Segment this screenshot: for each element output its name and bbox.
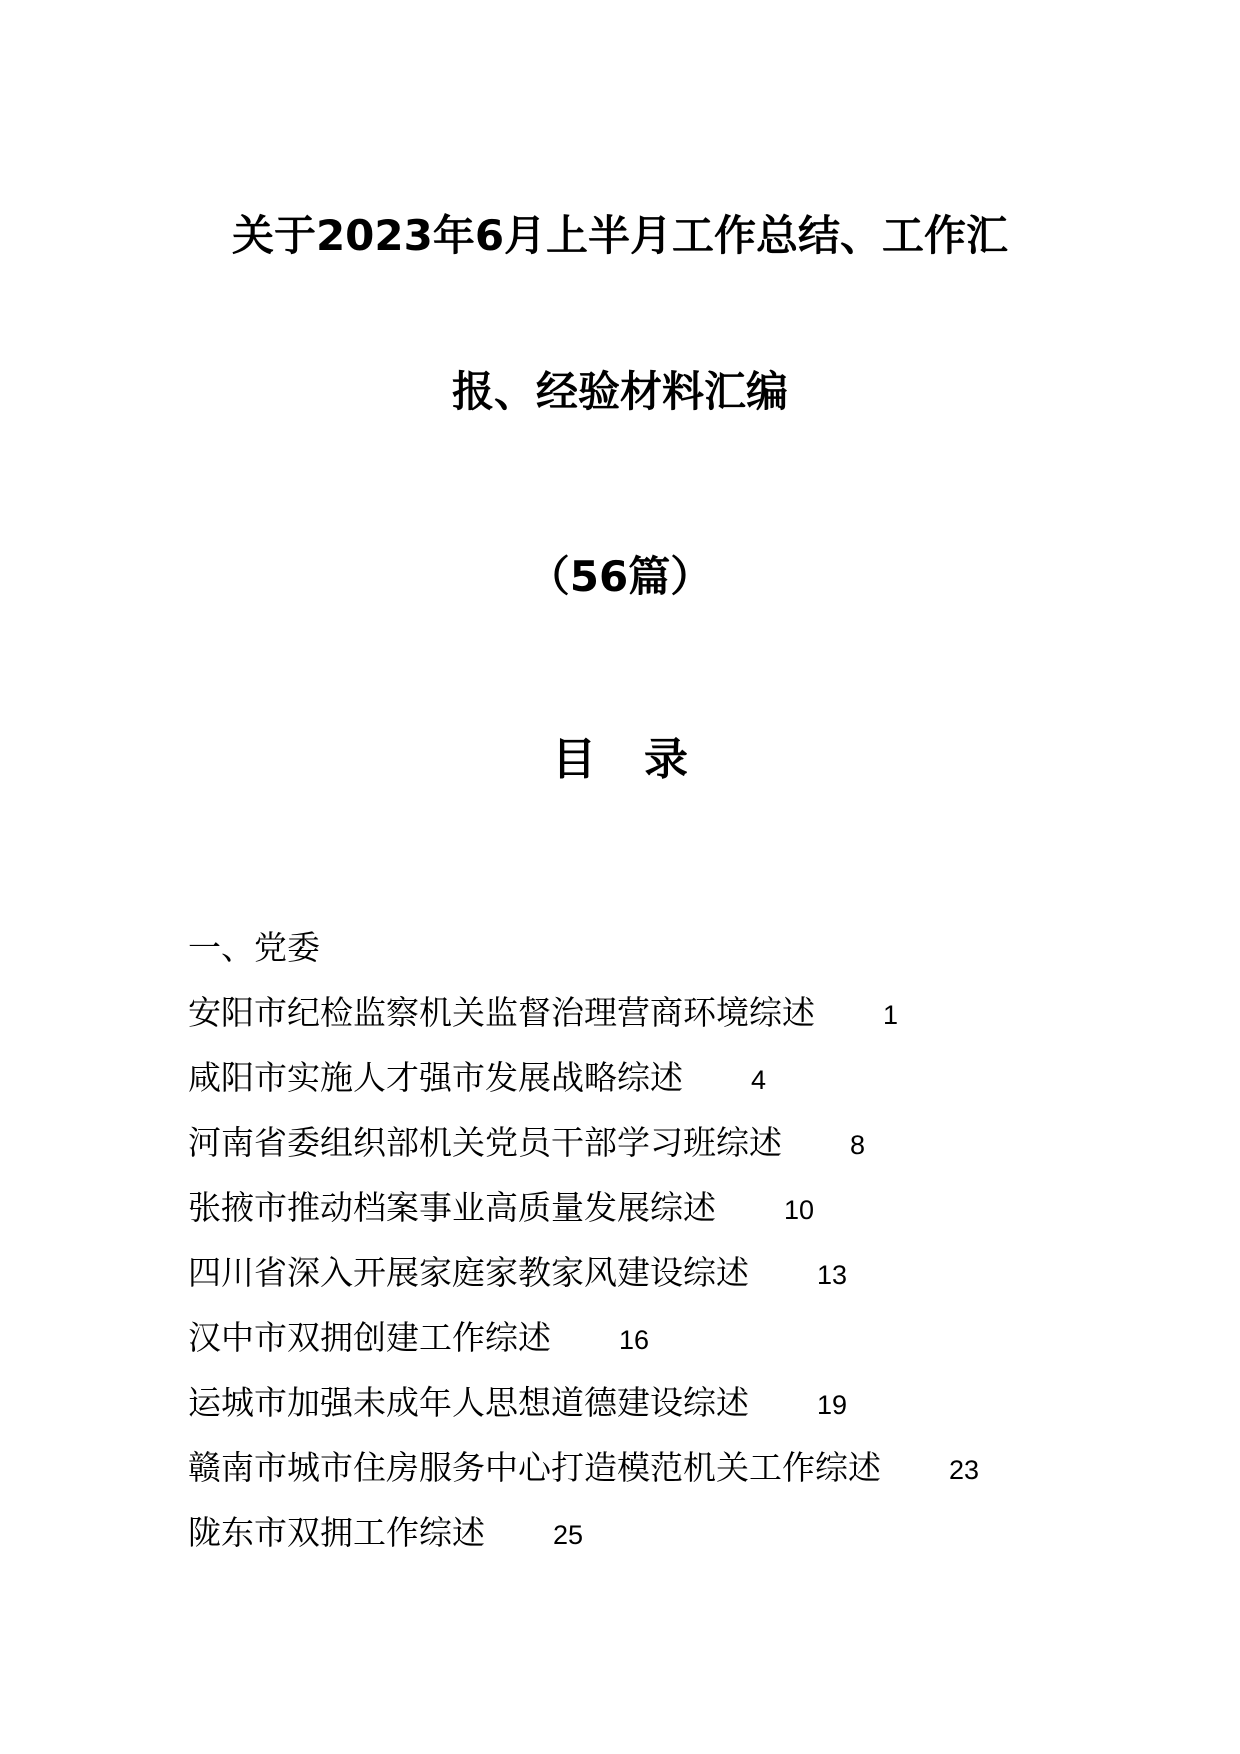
toc-entry[interactable] bbox=[188, 1110, 1088, 1175]
toc-entry[interactable] bbox=[188, 1370, 1088, 1435]
toc-entry-title: 咸阳市实施人才强市发展战略综述 bbox=[188, 1058, 683, 1097]
toc-entry-title: 安阳市纪检监察机关监督治理营商环境综述 bbox=[188, 993, 815, 1032]
toc-entry-title: 赣南市城市住房服务中心打造模范机关工作综述 bbox=[188, 1448, 881, 1487]
toc-entry-title: 张掖市推动档案事业高质量发展综述 bbox=[188, 1188, 716, 1227]
toc-entry[interactable] bbox=[188, 1175, 1088, 1240]
toc-entry[interactable] bbox=[188, 1045, 1088, 1110]
toc-entry-title: 四川省深入开展家庭家教家风建设综述 bbox=[188, 1253, 749, 1292]
toc-entry-title: 河南省委组织部机关党员干部学习班综述 bbox=[188, 1123, 782, 1162]
toc-heading: 目录 bbox=[552, 734, 736, 785]
document-title-line-1: 关于2023年6月上半月工作总结、工作汇 bbox=[231, 211, 1009, 260]
toc-entry-title: 陇东市双拥工作综述 bbox=[188, 1513, 485, 1552]
toc-entry-page-number: 19 bbox=[817, 1390, 848, 1420]
toc-entry[interactable] bbox=[188, 1305, 1088, 1370]
toc-entry-title: 运城市加强未成年人思想道德建设综述 bbox=[188, 1383, 749, 1422]
toc-entry-page-number: 16 bbox=[619, 1325, 650, 1355]
toc-entry-page-number: 25 bbox=[553, 1520, 584, 1550]
document-subtitle-count: （56篇） bbox=[527, 552, 713, 601]
toc-entry-title: 汉中市双拥创建工作综述 bbox=[188, 1318, 551, 1357]
toc-entry[interactable] bbox=[188, 1500, 1088, 1565]
toc-entry-page-number: 23 bbox=[949, 1455, 980, 1485]
toc-entry-page-number: 13 bbox=[817, 1260, 848, 1290]
document-title-line-2: 报、经验材料汇编 bbox=[451, 367, 788, 416]
toc-entry-page-number: 8 bbox=[850, 1130, 866, 1160]
toc-entry[interactable] bbox=[188, 1240, 1088, 1305]
toc-entry[interactable] bbox=[188, 1435, 1088, 1500]
toc-entry-page-number: 4 bbox=[751, 1065, 767, 1095]
table-of-contents bbox=[188, 915, 1088, 1565]
toc-section-heading: 一、党委 bbox=[188, 928, 320, 967]
toc-entry-page-number: 10 bbox=[784, 1195, 815, 1225]
toc-entry-page-number: 1 bbox=[883, 1000, 899, 1030]
toc-entry[interactable] bbox=[188, 980, 1088, 1045]
